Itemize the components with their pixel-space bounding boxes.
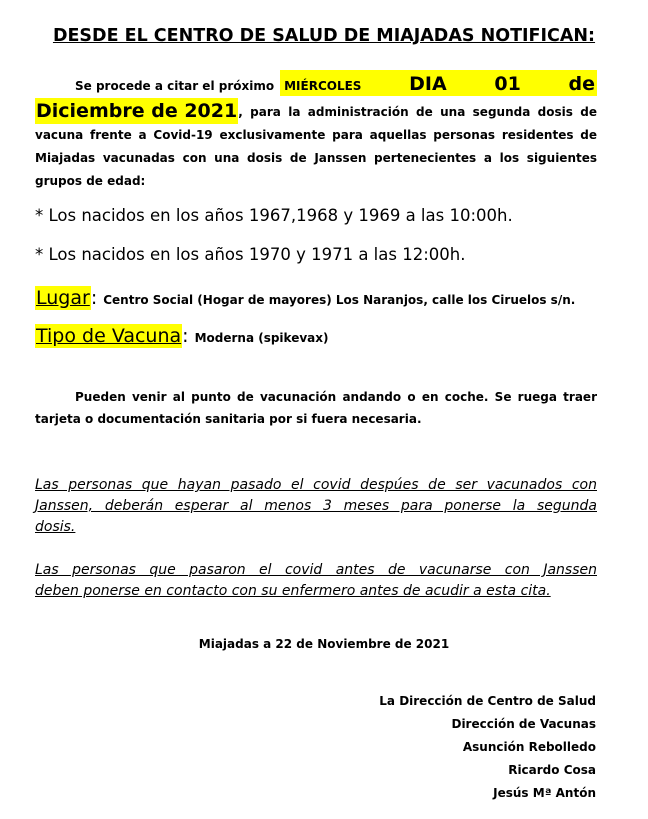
dia-word: DIA — [409, 73, 447, 95]
warning-1-line-3: dosis. — [35, 519, 76, 535]
intro-line-2 — [35, 96, 597, 124]
bullet-item: * Los nacidos en los años 1970 y 1971 a las 12:00h. — [35, 245, 466, 264]
intro-line-3: vacuna frente a Covid-19 exclusivamente para aquellas personas residentes de — [35, 128, 597, 142]
signature-block — [379, 690, 596, 805]
warning-2-line-2: deben ponerse en contacto con su enfermero antes de acudir a esta cita. — [35, 583, 551, 599]
signature-line: Dirección de Vacunas — [451, 717, 596, 731]
warning-1-line-1: Las personas que hayan pasado el covid despúes de ser vacunados con — [35, 477, 597, 493]
bullet-item: * Los nacidos en los años 1967,1968 y 1969 a las 10:00h. — [35, 206, 513, 225]
day-number: 01 — [494, 73, 521, 95]
intro-line-1 — [35, 66, 597, 96]
signature-line: Ricardo Cosa — [508, 763, 596, 777]
intro-lead: Se procede a citar el próximo — [75, 79, 275, 93]
notice-title: DESDE EL CENTRO DE SALUD DE MIAJADAS NOTIFICAN: — [52, 26, 596, 46]
warning-1-line-2: Janssen, deberán esperar al menos 3 meses para ponerse la segunda — [35, 498, 597, 514]
warning-paragraph-1 — [35, 475, 597, 538]
transport-paragraph — [35, 386, 597, 430]
month-year: Diciembre de 2021 — [36, 100, 238, 122]
location-label: Lugar — [36, 287, 90, 309]
vaccine-type-value: Moderna (spikevax) — [194, 331, 329, 345]
after-date: , para la administración de una segunda dosis de — [238, 105, 597, 119]
vaccine-type-colon: : — [182, 325, 189, 347]
signature-line: La Dirección de Centro de Salud — [379, 694, 596, 708]
warning-paragraph-2 — [35, 560, 597, 602]
intro-line-5: grupos de edad: — [35, 174, 146, 188]
de-word: de — [568, 73, 595, 95]
signature-line: Asunción Rebolledo — [462, 740, 596, 754]
intro-paragraph — [35, 66, 597, 193]
transport-line-2: tarjeta o documentación sanitaria por si fuera necesaria. — [35, 412, 422, 426]
vaccine-type-row — [35, 324, 605, 348]
signature-line: Jesús Mª Antón — [493, 786, 596, 800]
location-value: Centro Social (Hogar de mayores) Los Naranjos, calle los Ciruelos s/n. — [103, 293, 576, 307]
intro-line-4: Miajadas vacunadas con una dosis de Janssen pertenecientes a los siguientes — [35, 151, 597, 165]
warning-2-line-1: Las personas que pasaron el covid antes de vacunarse con Janssen — [35, 562, 597, 578]
date-highlight — [280, 70, 597, 96]
location-colon: : — [90, 287, 98, 309]
transport-line-1: Pueden venir al punto de vacunación andando o en coche. Se ruega traer — [75, 390, 597, 404]
vaccine-type-label: Tipo de Vacuna — [36, 325, 182, 347]
date-line: Miajadas a 22 de Noviembre de 2021 — [198, 637, 450, 651]
location-row — [35, 286, 605, 310]
weekday: MIÉRCOLES — [284, 79, 362, 93]
